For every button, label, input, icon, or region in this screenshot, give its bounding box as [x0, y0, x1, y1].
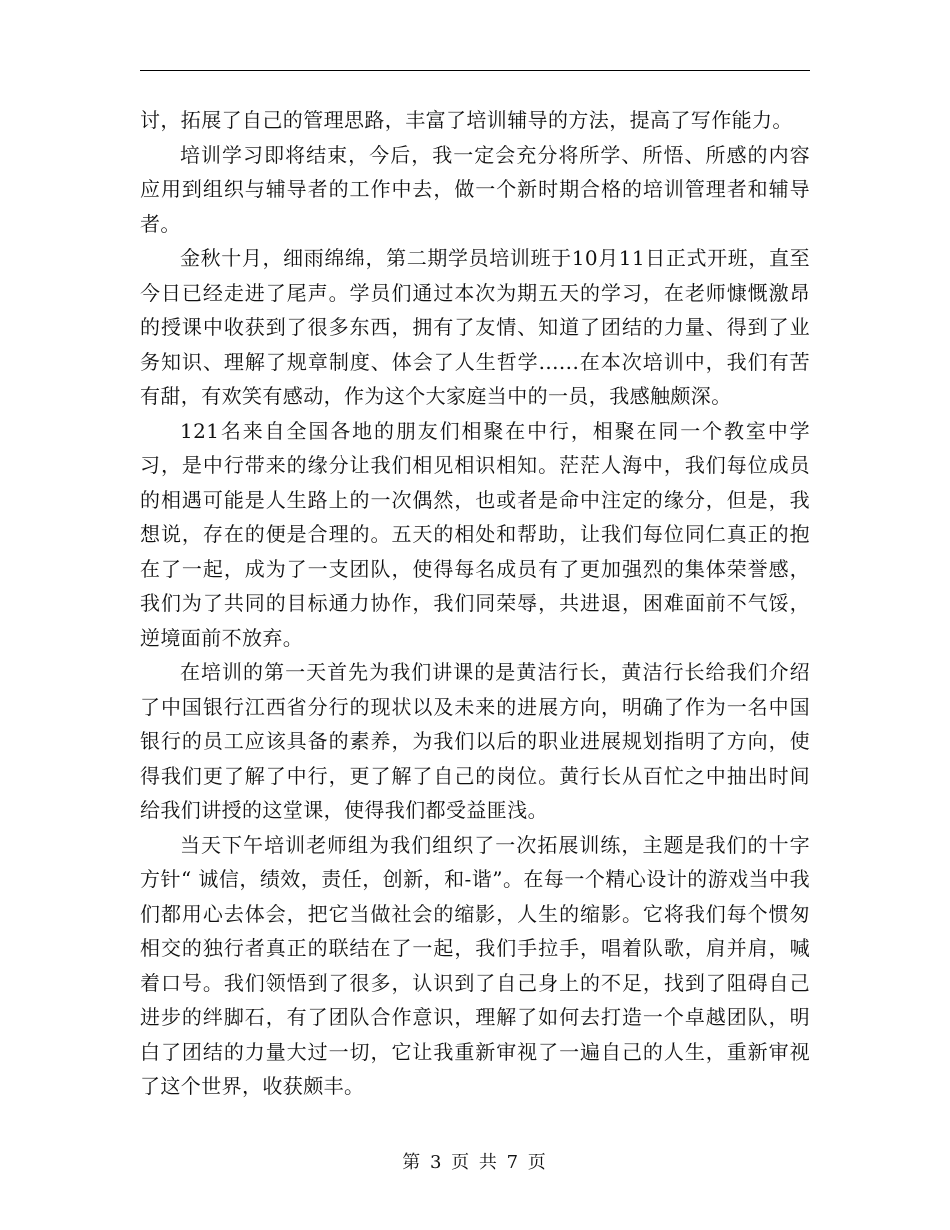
paragraph: 讨，拓展了自己的管理思路，丰富了培训辅导的方法，提高了写作能力。: [140, 108, 793, 132]
paragraph: 在培训的第一天首先为我们讲课的是黄洁行长，黄洁行长给我们介绍了中国银行江西省分行的现状以及未来的进展方向，明确了作为一名中国银行的员工应该具备的素养，为我们以后的职业进展规划指明了方向，使得我们更了解了中行，更了解了自己的岗位。黄行长从百忙之中抽出时间给我们讲授的这堂课，使得我们都受益匪浅。: [140, 660, 810, 822]
paragraph: 培训学习即将结束，今后，我一定会充分将所学、所悟、所感的内容应用到组织与辅导者的工作中去，做一个新时期合格的培训管理者和辅导者。: [140, 142, 810, 236]
header-rule: [140, 70, 810, 71]
paragraph: 金秋十月，细雨绵绵，第二期学员培训班于10月11日正式开班，直至今日已经走进了尾声。学员们通过本次为期五天的学习，在老师慷慨激昂的授课中收获到了很多东西，拥有了友情、知道了团结的力量、得到了业务知识、理解了规章制度、体会了人生哲学......在本次培训中，我们有苦有甜，有欢笑有感动，作为这个大家庭当中的一员，我感触颇深。: [140, 246, 810, 408]
document-body: [140, 103, 810, 1104]
paragraph: 121名来自全国各地的朋友们相聚在中行，相聚在同一个教室中学习，是中行带来的缘分让我们相见相识相知。茫茫人海中，我们每位成员的相遇可能是人生路上的一次偶然，也或者是命中注定的缘分，但是，我想说，存在的便是合理的。五天的相处和帮助，让我们每位同仁真正的抱在了一起，成为了一支团队，使得每名成员有了更加强烈的集体荣誉感，我们为了共同的目标通力协作，我们同荣辱，共进退，困难面前不气馁，逆境面前不放弃。: [140, 418, 810, 650]
paragraph: 当天下午培训老师组为我们组织了一次拓展训练，主题是我们的十字方针“ 诚信，绩效，责任，创新，和-谐”。在每一个精心设计的游戏当中我们都用心去体会，把它当做社会的缩影，人生的缩影。它将我们每个惯匆相交的独行者真正的联结在了一起，我们手拉手，唱着队歌，肩并肩，喊着口号。我们领悟到了很多，认识到了自己身上的不足，找到了阻碍自己进步的绊脚石，有了团队合作意识，理解了如何去打造一个卓越团队，明白了团结的力量大过一切，它让我重新审视了一遍自己的人生，重新审视了这个世界，收获颇丰。: [140, 832, 810, 1098]
page-number-footer: 第 3 页 共 7 页: [402, 1152, 548, 1173]
